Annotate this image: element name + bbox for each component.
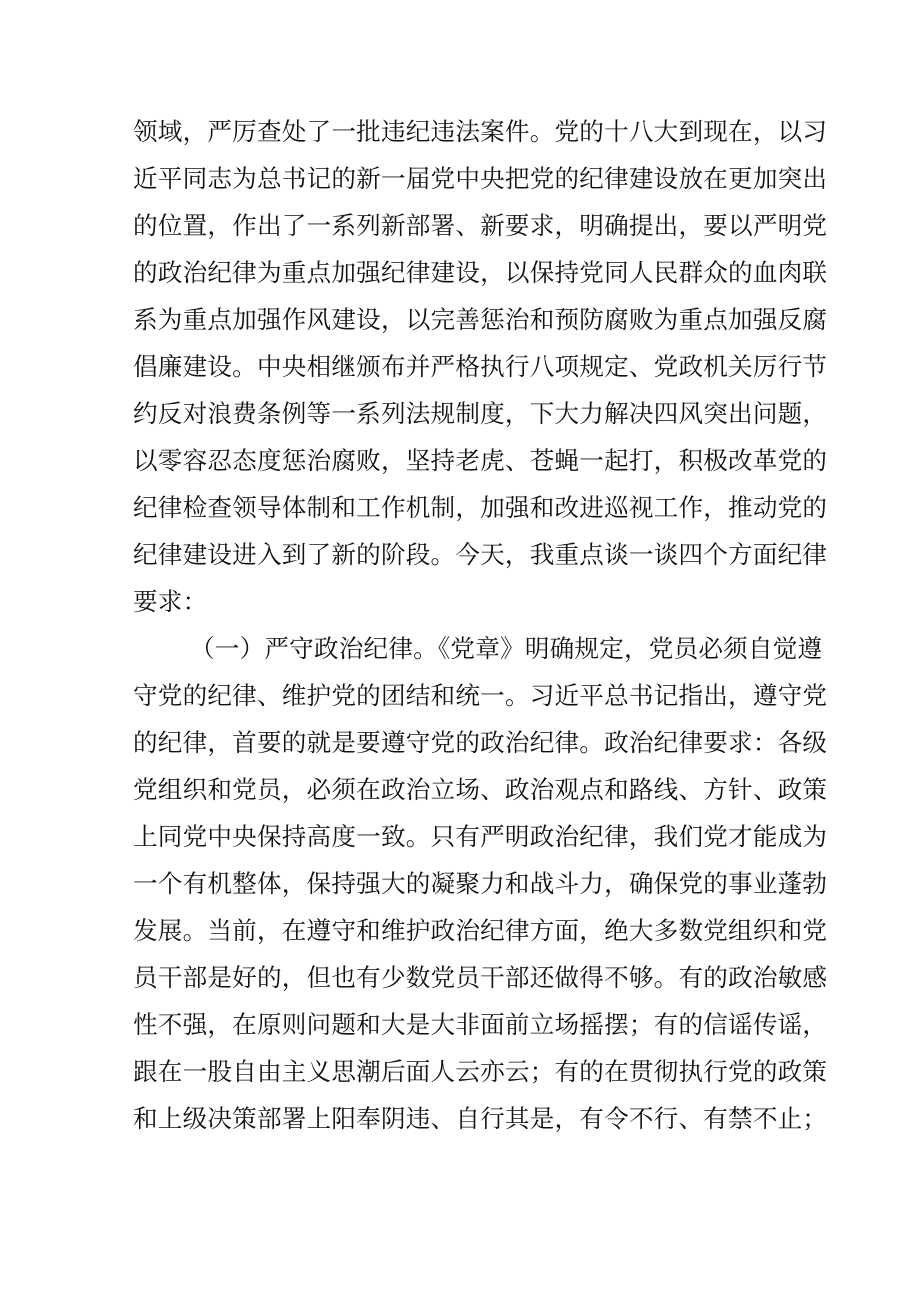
text-line: 的纪律，首要的就是要遵守党的政治纪律。政治纪律要求：各级 — [133, 728, 828, 757]
text-line: 约反对浪费条例等一系列法规制度，下大力解决四风突出问题， — [133, 399, 828, 428]
text-line: 发展。当前，在遵守和维护政治纪律方面，绝大多数党组织和党 — [133, 916, 828, 945]
text-line: 的政治纪律为重点加强纪律建设，以保持党同人民群众的血肉联 — [133, 258, 828, 287]
text-line: 员干部是好的，但也有少数党员干部还做得不够。有的政治敏感 — [133, 963, 828, 992]
body-text — [133, 108, 828, 1142]
text-line: 要求： — [133, 587, 208, 616]
text-line: 性不强，在原则问题和大是大非面前立场摇摆；有的信谣传谣， — [133, 1010, 828, 1039]
text-line: 领域，严厉查处了一批违纪违法案件。党的十八大到现在，以习 — [133, 117, 828, 146]
text-line: 纪律建设进入到了新的阶段。今天，我重点谈一谈四个方面纪律 — [133, 540, 828, 569]
text-line: 系为重点加强作风建设，以完善惩治和预防腐败为重点加强反腐 — [133, 305, 828, 334]
text-line: 以零容忍态度惩治腐败，坚持老虎、苍蝇一起打，积极改革党的 — [133, 446, 828, 475]
text-line: 一个有机整体，保持强大的凝聚力和战斗力，确保党的事业蓬勃 — [133, 869, 828, 898]
text-line: 近平同志为总书记的新一届党中央把党的纪律建设放在更加突出 — [133, 164, 828, 193]
text-line: 倡廉建设。中央相继颁布并严格执行八项规定、党政机关厉行节 — [133, 352, 828, 381]
text-line: 守党的纪律、维护党的团结和统一。习近平总书记指出，遵守党 — [133, 681, 828, 710]
text-line: 上同党中央保持高度一致。只有严明政治纪律，我们党才能成为 — [133, 822, 828, 851]
text-line: 的位置，作出了一系列新部署、新要求，明确提出，要以严明党 — [133, 211, 828, 240]
text-line: 纪律检查领导体制和工作机制，加强和改进巡视工作，推动党的 — [133, 493, 828, 522]
text-line: 党组织和党员，必须在政治立场、政治观点和路线、方针、政策 — [133, 775, 828, 804]
text-line: 和上级决策部署上阳奉阴违、自行其是，有令不行、有禁不止； — [133, 1104, 828, 1133]
section-heading-line: （一）严守政治纪律。《党章》明确规定，党员必须自觉遵 — [190, 634, 823, 663]
text-line: 跟在一股自由主义思潮后面人云亦云；有的在贯彻执行党的政策 — [133, 1057, 828, 1086]
